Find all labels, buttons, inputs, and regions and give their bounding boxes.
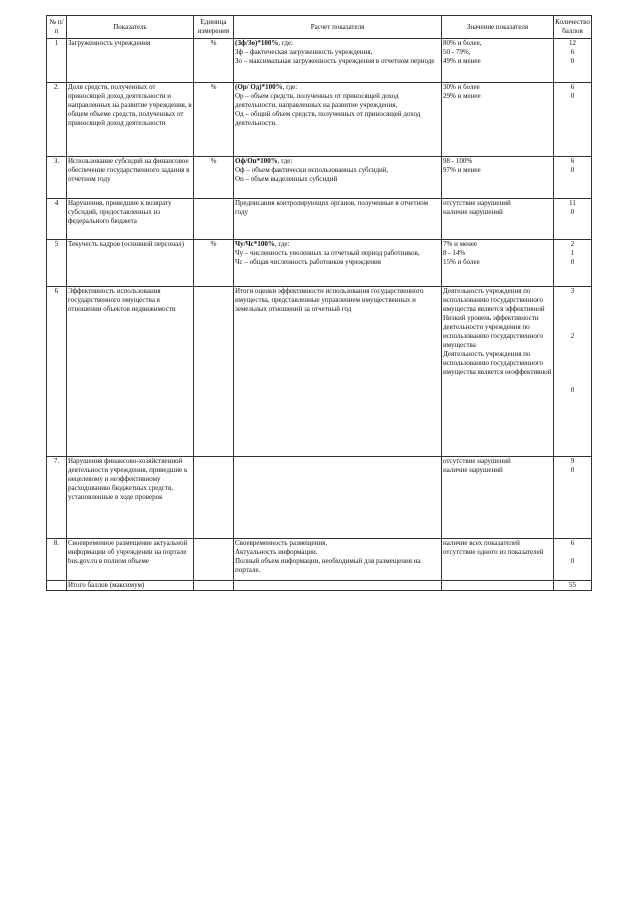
row-unit: [194, 457, 234, 539]
header-num: № п/п: [47, 16, 67, 39]
row-formula: Чу/Чс*100%: [235, 240, 275, 248]
row-points: [554, 457, 592, 539]
row-num: 5: [47, 240, 67, 287]
row-calc: [234, 83, 442, 157]
row-calc: [234, 199, 442, 240]
header-value: Значение показателя: [442, 16, 554, 39]
row-calc-line: Од – общий объем средств, полученных от приносящей доход деятельности.: [235, 110, 421, 127]
row-num: 8.: [47, 539, 67, 581]
row-value: 29% и менее: [443, 92, 481, 100]
row-point: 11: [569, 199, 576, 207]
row-indicator: Загруженность учреждения: [67, 39, 194, 83]
row-points: [554, 199, 592, 240]
row-indicator: Нарушения, приведшие к возврату субсидий, предоставленных из федерального бюджета: [67, 199, 194, 240]
row-indicator: Использование субсидий на финансовое обеспечение государственного задания в отчетном году: [67, 157, 194, 199]
row-value: 97% и менее: [443, 166, 481, 174]
table-row: [47, 539, 592, 581]
row-unit: %: [194, 157, 234, 199]
row-value: 50 - 79%,: [443, 48, 471, 56]
row-point: 0: [570, 57, 575, 65]
row-value: 98 - 100%: [443, 157, 473, 165]
row-calc-line: Зф – фактическая загруженность учреждения,: [235, 48, 373, 56]
row-indicator: Доля средств, полученных от приносящей доход деятельности и направленных на развитие учреждения, в общем объеме средств, полученных от приносящей доход деятельности: [67, 83, 194, 157]
row-calc: [234, 287, 442, 457]
row-values: [442, 539, 554, 581]
row-calc-line: Итоги оценки эффективности использования государственного имущества, представленные управлением имущественных и земельных отношений за отчетный год: [235, 287, 424, 313]
row-points: [554, 539, 592, 581]
row-value: 49% и менее: [443, 57, 481, 65]
row-value: 8 - 14%: [443, 249, 466, 257]
row-value: 30% и более: [443, 83, 480, 91]
row-point: 0: [570, 208, 575, 216]
total-value: 55: [554, 581, 592, 591]
row-values: [442, 83, 554, 157]
row-formula: (Зф/Зо)*100%: [235, 39, 279, 47]
table-row: [47, 83, 592, 157]
row-unit: %: [194, 39, 234, 83]
table-row: [47, 240, 592, 287]
row-formula-tail: , где:: [278, 39, 293, 47]
header-calc: Расчет показателя: [234, 16, 442, 39]
row-calc-line: Актуальность информации.: [235, 548, 318, 556]
row-formula: (Ор/ Од)*100%: [235, 83, 283, 91]
row-value: отсутствие нарушений: [443, 457, 511, 465]
row-values: [442, 457, 554, 539]
row-formula-tail: , где:: [282, 83, 298, 91]
row-point: 6: [570, 48, 575, 56]
row-point: 0: [570, 258, 575, 266]
row-values: [442, 240, 554, 287]
row-point: 9: [570, 457, 575, 465]
row-point: 3: [570, 287, 575, 295]
row-formula-tail: , где:: [277, 157, 293, 165]
row-value: 15% и более: [443, 258, 480, 266]
row-calc: [234, 240, 442, 287]
row-calc-line: Чс – общая численность работников учреждения: [235, 258, 382, 266]
row-calc: [234, 539, 442, 581]
header-points: Количество баллов: [554, 16, 592, 39]
row-calc-line: Оп – объем выделенных субсидий: [235, 175, 338, 183]
row-calc-line: Чу – численность уволенных за отчетный период работников,: [235, 249, 420, 257]
row-point: 2: [570, 332, 575, 340]
header-unit: Единица измерения: [194, 16, 234, 39]
row-calc: [234, 457, 442, 539]
row-points: [554, 39, 592, 83]
row-values: [442, 39, 554, 83]
row-calc: [234, 39, 442, 83]
row-unit: %: [194, 240, 234, 287]
row-point: 0: [570, 386, 575, 394]
row-unit: [194, 539, 234, 581]
row-value: наличие нарушений: [443, 208, 503, 216]
table-row: [47, 457, 592, 539]
row-unit: [194, 287, 234, 457]
row-values: [442, 287, 554, 457]
row-calc-line: Предписания контролирующих органов, полученные в отчетном году: [235, 199, 429, 216]
indicators-table: [46, 15, 592, 591]
row-values: [442, 199, 554, 240]
total-label: Итого баллов (максимум): [67, 581, 194, 591]
row-num: 1: [47, 39, 67, 83]
row-point: 0: [570, 557, 575, 565]
row-num: 3.: [47, 157, 67, 199]
row-points: [554, 240, 592, 287]
row-values: [442, 157, 554, 199]
row-value: наличие всех показателей: [443, 539, 520, 547]
row-unit: [194, 199, 234, 240]
row-value: 80% и более,: [443, 39, 482, 47]
row-indicator: Нарушения финансово-хозяйственной деятельности учреждения, приведшие к нецелевому и неэффективному расходованию бюджетных средств, установленные в ходе проверок: [67, 457, 194, 539]
table-row: [47, 157, 592, 199]
row-point: 0: [570, 166, 575, 174]
row-num: 6: [47, 287, 67, 457]
row-num: 2.: [47, 83, 67, 157]
table-row: [47, 287, 592, 457]
table-header-row: [47, 16, 592, 39]
row-point: 6: [570, 539, 575, 547]
row-calc-line: Оф – объем фактически использованных субсидий,: [235, 166, 389, 174]
row-points: [554, 83, 592, 157]
row-indicator: Эффективность использования государственного имущества в отношении объектов недвижимости: [67, 287, 194, 457]
row-value: наличие нарушений: [443, 466, 503, 474]
row-point: 0: [570, 466, 575, 474]
row-calc-line: Ор – объем средств, полученных от приносящей доход деятельности, направленных на развитие учреждения,: [235, 92, 399, 109]
row-unit: %: [194, 83, 234, 157]
total-row: [47, 581, 592, 591]
row-indicator: Текучесть кадров (основной персонал): [67, 240, 194, 287]
row-points: [554, 287, 592, 457]
header-indicator: Показатель: [67, 16, 194, 39]
row-indicator: Своевременное размещение актуальной информации об учреждении на портале bus.gov.ru в полном объеме: [67, 539, 194, 581]
row-points: [554, 157, 592, 199]
row-value: отсутствие нарушений: [443, 199, 511, 207]
table-row: [47, 199, 592, 240]
row-formula: Оф/Оп*100%: [235, 157, 278, 165]
row-point: 6: [570, 157, 575, 165]
row-num: 4: [47, 199, 67, 240]
row-calc-line: Полный объем информации, необходимый для размещения на портале.: [235, 557, 421, 574]
row-value: 7% и менее: [443, 240, 478, 248]
row-point: 6: [570, 83, 575, 91]
row-point: 12: [569, 39, 576, 47]
row-num: 7.: [47, 457, 67, 539]
row-calc-line: Своевременность размещения.: [235, 539, 328, 547]
row-calc-line: Зо – максимальная загруженность учреждения в отчетном периоде: [235, 57, 435, 65]
table-row: [47, 39, 592, 83]
row-calc: [234, 157, 442, 199]
row-point: 2: [570, 240, 575, 248]
row-point: 0: [570, 92, 575, 100]
row-point: 1: [570, 249, 575, 257]
row-value: отсутствие одного из показателей: [443, 548, 544, 556]
row-formula-tail: , где:: [274, 240, 290, 248]
row-value: Деятельность учреждения по использованию государственного имущества является неэффективной: [443, 350, 552, 376]
row-value: Низкий уровень эффективности деятельности учреждения по использованию государственного имущества: [443, 314, 544, 349]
row-value: Деятельность учреждения по использованию государственного имущества является эффективной: [443, 287, 545, 313]
